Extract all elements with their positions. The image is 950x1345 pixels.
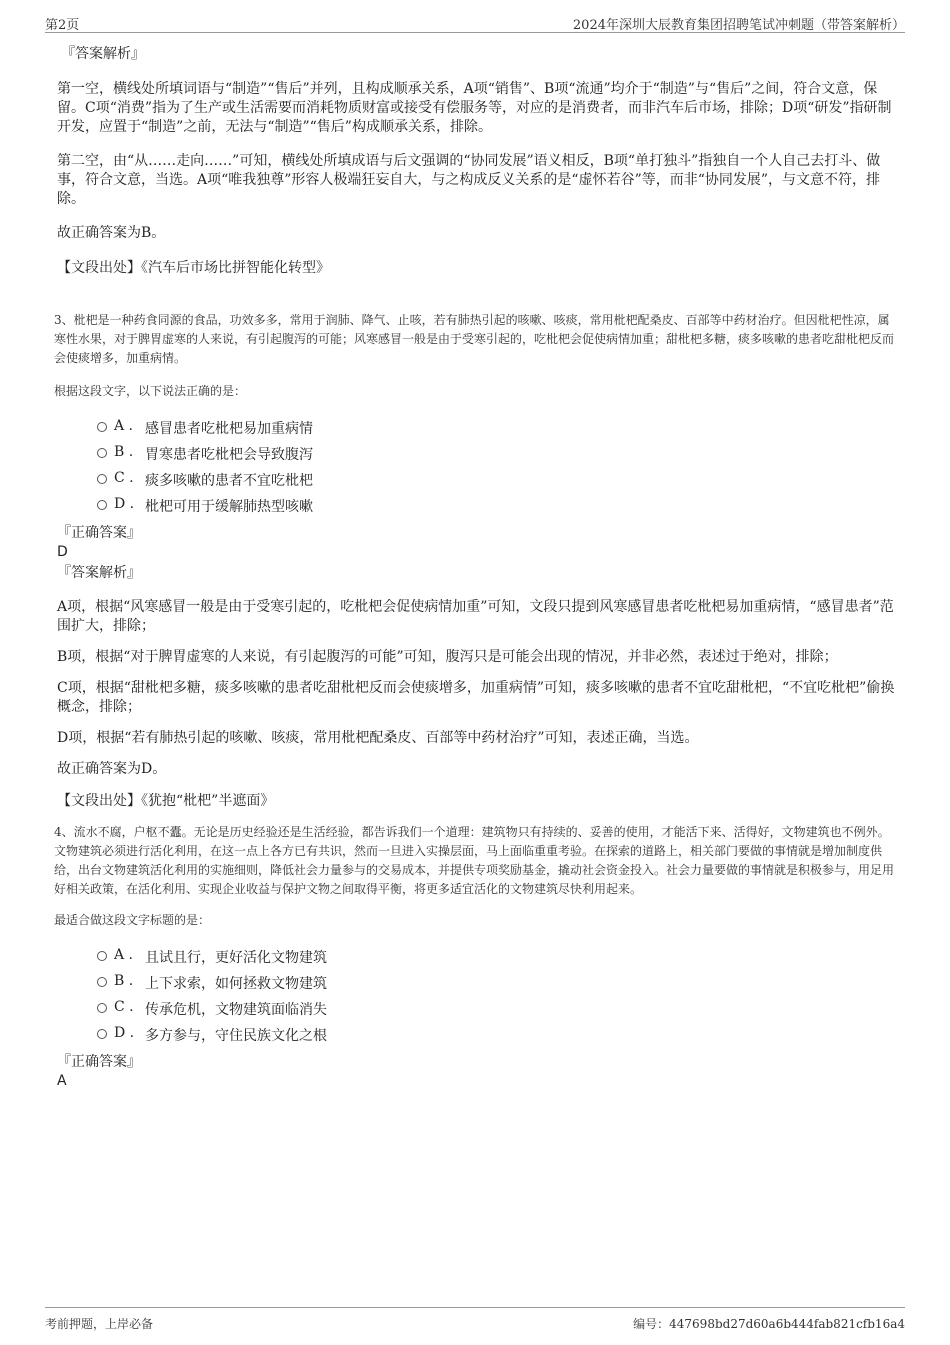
radio-button[interactable] xyxy=(97,951,107,961)
q4-option-d[interactable] xyxy=(57,1022,897,1048)
q2-conclusion: 故正确答案为B。 xyxy=(57,225,166,241)
q3-option-a[interactable] xyxy=(57,415,897,441)
option-letter: C . xyxy=(114,470,134,486)
correct-answer-label: 『正确答案』 xyxy=(57,525,141,541)
option-text: 感冒患者吃枇杷易加重病情 xyxy=(145,421,313,437)
document-id: 编号：447698bd27d60a6b444fab821cfb16a4 xyxy=(633,1317,905,1331)
radio-button[interactable] xyxy=(97,500,107,510)
q3-options xyxy=(57,415,897,519)
radio-button[interactable] xyxy=(97,474,107,484)
q3-answer: D xyxy=(57,544,68,560)
option-letter: C . xyxy=(114,999,134,1015)
option-letter: B . xyxy=(114,444,134,460)
radio-button[interactable] xyxy=(97,448,107,458)
q3-analysis-c: C项，根据“甜枇杷多糖，痰多咳嗽的患者吃甜枇杷反而会使痰增多，加重病情”可知，痰多咳嗽的患者不宜吃甜枇杷，“不宜吃枇杷”偷换概念，排除； xyxy=(57,680,895,715)
option-letter: D . xyxy=(114,1025,135,1041)
option-letter: A . xyxy=(114,947,134,963)
radio-button[interactable] xyxy=(97,422,107,432)
q4-answer: A xyxy=(57,1073,67,1089)
option-text: 痰多咳嗽的患者不宜吃枇杷 xyxy=(145,473,313,489)
option-text: 枇杷可用于缓解肺热型咳嗽 xyxy=(145,499,313,515)
q4-option-a[interactable] xyxy=(57,944,897,970)
analysis-label: 『答案解析』 xyxy=(61,46,145,62)
q3-option-d[interactable] xyxy=(57,493,897,519)
radio-button[interactable] xyxy=(97,1029,107,1039)
q4-options xyxy=(57,944,897,1048)
q2-analysis-blank2: 第二空，由“从……走向……”可知，横线处所填成语与后文强调的“协同发展”语义相反，B项“单打独斗”指独自一个人自己去打斗、做事，符合文意，当选。A项“唯我独尊”形容人极端狂妄自大，与之构成反义关系的是“虚怀若谷”等，而非“协同发展”，与文意不符，排除。 xyxy=(57,153,881,207)
option-letter: D . xyxy=(114,496,135,512)
option-text: 且试且行，更好活化文物建筑 xyxy=(145,950,327,966)
radio-button[interactable] xyxy=(97,1003,107,1013)
option-text: 传承危机，文物建筑面临消失 xyxy=(145,1002,327,1018)
option-text: 上下求索，如何拯救文物建筑 xyxy=(145,976,327,992)
option-letter: A . xyxy=(114,418,134,434)
page-number: 第2页 xyxy=(45,18,80,33)
q4-option-b[interactable] xyxy=(57,970,897,996)
q3-source: 【文段出处】《犹抱“枇杷”半遮面》 xyxy=(57,793,275,809)
page-header xyxy=(45,10,905,33)
option-text: 胃寒患者吃枇杷会导致腹泻 xyxy=(145,447,313,463)
analysis-label: 『答案解析』 xyxy=(57,565,141,581)
correct-answer-label: 『正确答案』 xyxy=(57,1054,141,1070)
q3-analysis-d: D项，根据“若有肺热引起的咳嗽、咳痰，常用枇杷配桑皮、百部等中药材治疗”可知，表述正确，当选。 xyxy=(57,730,699,746)
q3-conclusion: 故正确答案为D。 xyxy=(57,761,167,777)
option-letter: B . xyxy=(114,973,134,989)
q3-stem: 3、枇杷是一种药食同源的食品，功效多多，常用于润肺、降气、止咳，若有肺热引起的咳嗽、咳痰，常用枇杷配桑皮、百部等中药材治疗。但因枇杷性凉，属寒性水果，对于脾胃虚寒的人来说，有引起腹泻的可能；风寒感冒一般是由于受寒引起的，吃枇杷会促使病情加重；甜枇杷多糖，痰多咳嗽的患者吃甜枇杷反而会使痰增多，加重病情。 xyxy=(54,313,895,365)
page-footer xyxy=(45,1307,905,1334)
option-text: 多方参与，守住民族文化之根 xyxy=(145,1028,327,1044)
q2-analysis-blank1: 第一空，横线处所填词语与“制造”“售后”并列，且构成顺承关系，A项“销售”、B项“流通”均介于“制造”与“售后”之间，符合文意，保留。C项“消费”指为了生产或生活需要而消耗物质财富或接受有偿服务等，对应的是消费者，而非汽车后市场，排除；D项“研发”指研制开发，应置于“制造”之前，无法与“制造”“售后”构成顺承关系，排除。 xyxy=(57,81,892,135)
document-body xyxy=(54,44,897,1090)
q3-analysis-b: B项，根据“对于脾胃虚寒的人来说，有引起腹泻的可能”可知，腹泻只是可能会出现的情况，并非必然，表述过于绝对，排除； xyxy=(57,649,838,665)
q4-prompt: 最适合做这段文字标题的是： xyxy=(54,913,211,927)
q3-option-c[interactable] xyxy=(57,467,897,493)
footer-slogan: 考前押题，上岸必备 xyxy=(45,1317,154,1331)
document-title: 2024年深圳大辰教育集团招聘笔试冲刺题（带答案解析） xyxy=(572,18,905,33)
q3-option-b[interactable] xyxy=(57,441,897,467)
q3-analysis-a: A项，根据“风寒感冒一般是由于受寒引起的，吃枇杷会促使病情加重”可知，文段只提到风寒感冒患者吃枇杷易加重病情，“感冒患者”范围扩大，排除； xyxy=(57,599,894,634)
q4-option-c[interactable] xyxy=(57,996,897,1022)
radio-button[interactable] xyxy=(97,977,107,987)
q2-source: 【文段出处】《汽车后市场比拼智能化转型》 xyxy=(57,260,330,276)
q3-prompt: 根据这段文字，以下说法正确的是： xyxy=(54,384,247,398)
q4-stem: 4、流水不腐，户枢不蠹。无论是历史经验还是生活经验，都告诉我们一个道理：建筑物只有持续的、妥善的使用，才能活下来、活得好，文物建筑也不例外。文物建筑必须进行活化利用，在这一点上各方已有共识，然而一旦进入实操层面，马上面临重重考验。在探索的道路上，相关部门要做的事情就是增加制度供给，出台文物建筑活化利用的实施细则，降低社会力量参与的交易成本，并提供专项奖励基金，撬动社会资金投入。社会力量要做的事情就是积极参与，用足用好相关政策，在活化利用、实现企业收益与保护文物之间取得平衡，将更多适宜活化的文物建筑尽快利用起来。 xyxy=(54,825,895,896)
